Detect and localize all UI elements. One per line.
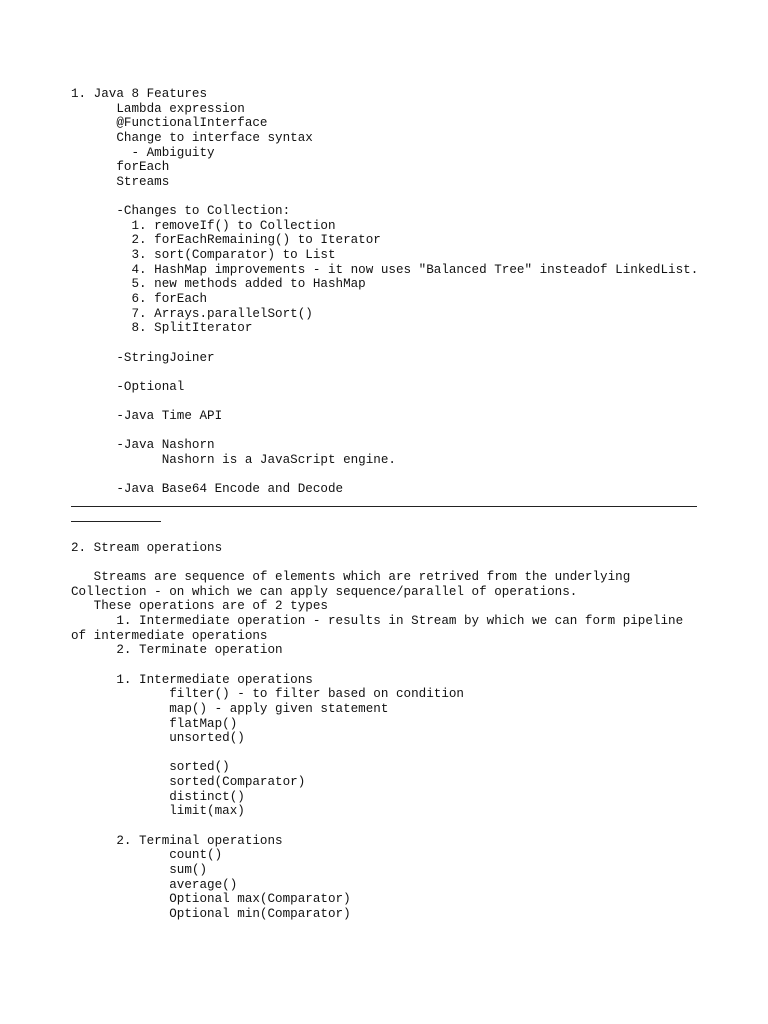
document-line: 1. removeIf() to Collection [71, 218, 336, 233]
document-line: distinct() [71, 789, 245, 804]
document-line: -Changes to Collection: [71, 204, 291, 219]
document-line: 6. forEach [71, 291, 208, 306]
document-line: sorted() [71, 760, 230, 775]
document-line: Streams [71, 174, 170, 189]
document-line: count() [71, 848, 223, 863]
document-line: -Optional [71, 379, 185, 394]
document-line: -Java Time API [71, 409, 223, 424]
document-line: These operations are of 2 types [71, 599, 328, 614]
document-line: Collection - on which we can apply sequence/parallel of operations. [71, 584, 578, 599]
separator-rule [71, 497, 711, 512]
document-line: limit(max) [71, 804, 245, 819]
document-line: 2. Terminal operations [71, 833, 283, 848]
document-line: of intermediate operations [71, 628, 268, 643]
document-line: 2. Stream operations [71, 540, 223, 555]
document-line: Optional max(Comparator) [71, 892, 351, 907]
document-line [71, 526, 711, 541]
document-line: sum() [71, 862, 208, 877]
document-line: @FunctionalInterface [71, 116, 268, 131]
document-line: forEach [71, 160, 170, 175]
document-line [71, 394, 711, 409]
document-line: -Java Base64 Encode and Decode [71, 482, 344, 497]
document-line: 2. Terminate operation [71, 643, 283, 658]
document-line: -StringJoiner [71, 350, 215, 365]
document-line: flatMap() [71, 716, 238, 731]
document-line: filter() - to filter based on condition [71, 687, 464, 702]
document-line: 8. SplitIterator [71, 321, 253, 336]
document-line: - Ambiguity [71, 145, 215, 160]
document-line [71, 336, 711, 351]
document-line: 3. sort(Comparator) to List [71, 248, 336, 263]
document-line: 7. Arrays.parallelSort() [71, 306, 313, 321]
document-line [71, 189, 711, 204]
separator-rule [71, 512, 711, 527]
document-line [71, 819, 711, 834]
document-line: 5. new methods added to HashMap [71, 277, 366, 292]
document-line: sorted(Comparator) [71, 775, 306, 790]
document-line: 1. Intermediate operation - results in Stream by which we can form pipeline [71, 614, 684, 629]
document-line: Streams are sequence of elements which are retrived from the underlying [71, 570, 631, 585]
document-line: 1. Intermediate operations [71, 672, 313, 687]
document-line: map() - apply given statement [71, 701, 389, 716]
document-line: -Java Nashorn [71, 438, 215, 453]
document-line [71, 468, 711, 483]
document-line: average() [71, 877, 238, 892]
document-line: 4. HashMap improvements - it now uses "Balanced Tree" insteadof LinkedList. [71, 262, 699, 277]
document-line [71, 424, 711, 439]
document-line [71, 365, 711, 380]
document-line: Change to interface syntax [71, 130, 313, 145]
separator-bar [71, 506, 697, 507]
document-line: unsorted() [71, 731, 245, 746]
document-line [71, 746, 711, 761]
document-line: 2. forEachRemaining() to Iterator [71, 233, 381, 248]
document-line: Nashorn is a JavaScript engine. [71, 453, 396, 468]
separator-bar [71, 521, 161, 522]
document-body [71, 87, 711, 922]
document-line: 1. Java 8 Features [71, 87, 208, 101]
document-line: Lambda expression [71, 101, 245, 116]
document-line: Optional min(Comparator) [71, 906, 351, 921]
document-line [71, 658, 711, 673]
document-line [71, 556, 711, 571]
